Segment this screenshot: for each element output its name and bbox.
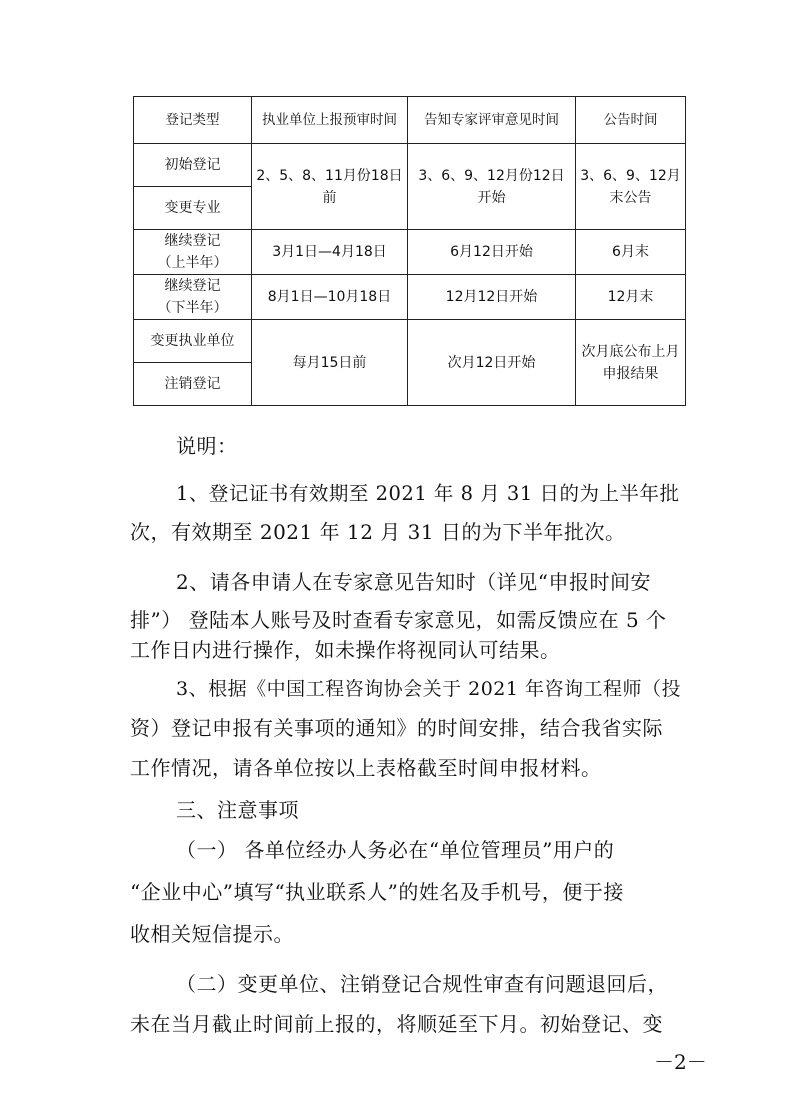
header-submit-time: 执业单位上报预审时间 bbox=[252, 97, 408, 144]
item-2-line-1: （二）变更单位、注销登记合规性审查有问题退回后， bbox=[176, 972, 668, 996]
announce-continue-h2: 12月末 bbox=[576, 275, 686, 320]
announce-change-unit: 次月底公布上月申报结果 bbox=[576, 320, 686, 406]
notify-initial: 3、6、9、12月份12日开始 bbox=[408, 144, 576, 230]
submit-initial: 2、5、8、11月份18日前 bbox=[252, 144, 408, 230]
table-row bbox=[134, 230, 686, 275]
submit-change-unit: 每月15日前 bbox=[252, 320, 408, 406]
page-number: －2－ bbox=[654, 1050, 707, 1074]
table-header-row bbox=[134, 97, 686, 144]
header-type: 登记类型 bbox=[134, 97, 252, 144]
item-1-line-2: “企业中心”填写“执业联系人”的姓名及手机号，便于接 bbox=[130, 880, 624, 904]
type-change-major: 变更专业 bbox=[134, 187, 252, 230]
header-announce-time: 公告时间 bbox=[576, 97, 686, 144]
submit-continue-h2: 8月1日—10月18日 bbox=[252, 275, 408, 320]
type-continue-h2 bbox=[134, 275, 252, 320]
type-continue-h1 bbox=[134, 230, 252, 275]
header-notify-time: 告知专家评审意见时间 bbox=[408, 97, 576, 144]
notes-title: 说明： bbox=[176, 434, 238, 458]
type-change-unit: 变更执业单位 bbox=[134, 320, 252, 363]
note-3-line-2: 资）登记申报有关事项的通知》的时间安排，结合我省实际 bbox=[130, 716, 663, 740]
type-continue-h1-line1: 继续登记 bbox=[164, 233, 221, 249]
note-3-line-3: 工作情况，请各单位按以上表格截至时间申报材料。 bbox=[130, 756, 602, 780]
table-row bbox=[134, 320, 686, 363]
submit-continue-h1: 3月1日—4月18日 bbox=[252, 230, 408, 275]
announce-initial: 3、6、9、12月末公告 bbox=[576, 144, 686, 230]
notify-continue-h1: 6月12日开始 bbox=[408, 230, 576, 275]
type-continue-h2-line1: 继续登记 bbox=[164, 278, 221, 294]
type-initial: 初始登记 bbox=[134, 144, 252, 187]
announce-continue-h1: 6月末 bbox=[576, 230, 686, 275]
registration-schedule-table bbox=[133, 96, 686, 406]
notify-continue-h2: 12月12日开始 bbox=[408, 275, 576, 320]
table-row bbox=[134, 144, 686, 187]
item-1-line-3: 收相关短信提示。 bbox=[130, 922, 294, 946]
type-cancel: 注销登记 bbox=[134, 363, 252, 406]
note-1-line-1: 1、登记证书有效期至 2021 年 8 月 31 日的为上半年批 bbox=[176, 482, 680, 505]
table-row bbox=[134, 275, 686, 320]
note-2-line-1: 2、请各申请人在专家意见告知时（详见“申报时间安 bbox=[176, 570, 651, 594]
type-continue-h2-line2: （下半年） bbox=[157, 300, 228, 316]
note-2-line-3: 工作日内进行操作，如未操作将视同认可结果。 bbox=[130, 638, 561, 662]
note-3-line-1: 3、根据《中国工程咨询协会关于 2021 年咨询工程师（投 bbox=[176, 678, 682, 700]
item-2-line-2: 未在当月截止时间前上报的，将顺延至下月。初始登记、变 bbox=[130, 1012, 663, 1036]
note-1-line-2: 次，有效期至 2021 年 12 月 31 日的为下半年批次。 bbox=[130, 520, 626, 544]
type-continue-h1-line2: （上半年） bbox=[157, 255, 228, 271]
note-2-line-2: 排”） 登陆本人账号及时查看专家意见，如需反馈应在 5 个 bbox=[130, 608, 667, 632]
section-3-title: 三、注意事项 bbox=[176, 798, 299, 822]
item-1-line-1: （一） 各单位经办人务必在“单位管理员”用户的 bbox=[176, 838, 615, 862]
notify-change-unit: 次月12日开始 bbox=[408, 320, 576, 406]
